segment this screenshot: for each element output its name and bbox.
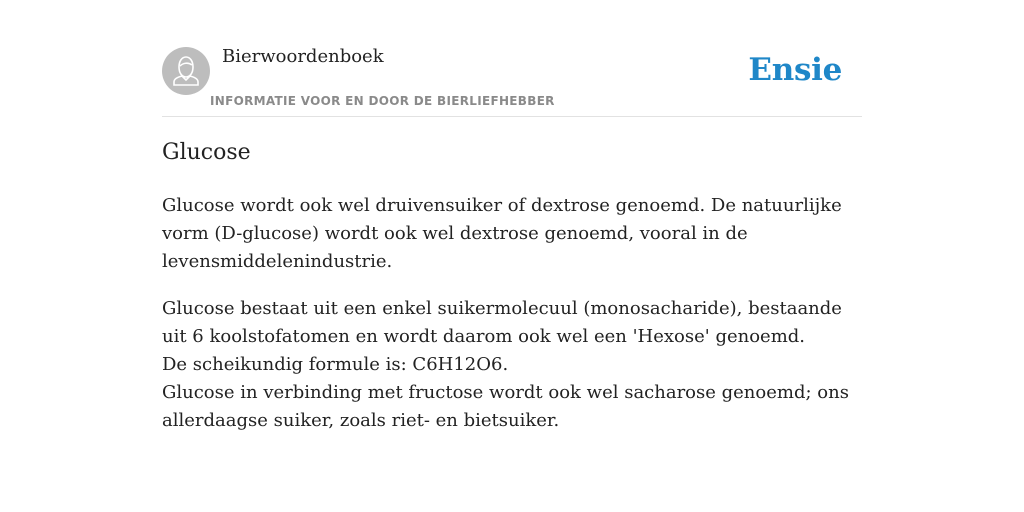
header	[162, 0, 862, 117]
site-name-link[interactable]: Bierwoordenboek	[222, 46, 384, 67]
ensie-logo-link[interactable]: Ensie	[748, 52, 842, 88]
entry-title: Glucose	[162, 140, 251, 165]
entry-paragraph-2-line: De scheikundig formule is: C6H12O6.	[162, 354, 509, 375]
entry-content	[162, 192, 862, 454]
entry-paragraph-2	[162, 295, 862, 435]
entry-paragraph-2-line: Glucose in verbinding met fructose wordt ook wel sacharose genoemd; ons allerdaagse suiker, zoals riet- en bietsuiker.	[162, 382, 849, 431]
page-container	[162, 0, 862, 431]
entry-paragraph-1: Glucose wordt ook wel druivensuiker of dextrose genoemd. De natuurlijke vorm (D-glucose) wordt ook wel dextrose genoemd, vooral in de levensmiddelenindustrie.	[162, 195, 842, 272]
site-tagline: INFORMATIE VOOR EN DOOR DE BIERLIEFHEBBER	[210, 94, 555, 108]
entry-paragraph-2-line: Glucose bestaat uit een enkel suikermolecuul (monosacharide), bestaande uit 6 koolstofatomen en wordt daarom ook wel een 'Hexose' genoemd.	[162, 298, 842, 347]
user-silhouette-icon[interactable]	[162, 47, 210, 95]
